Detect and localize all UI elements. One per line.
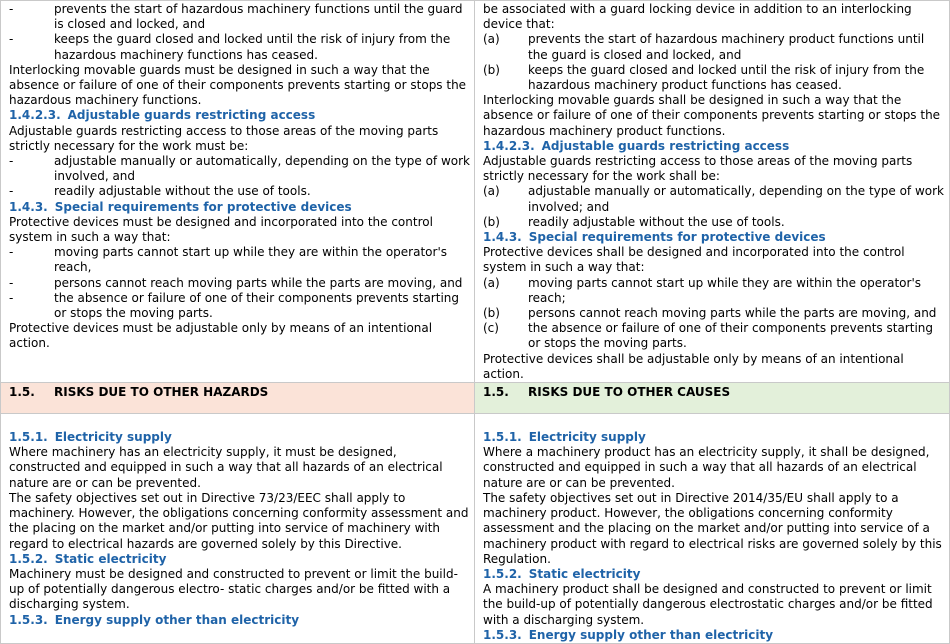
section-heading (9, 108, 470, 123)
section-heading (483, 230, 945, 245)
list-item-text: adjustable manually or automatically, depending on the type of work involved; and (528, 184, 944, 214)
old-top-content (9, 2, 470, 352)
list-item-text: moving parts cannot start up while they are within the operator's reach; (528, 275, 921, 305)
paragraph: Interlocking movable guards shall be designed in such a way that the absence or failure of one of their components prevents starting or stops the hazardous machinery product functions. (483, 93, 941, 138)
paragraph: be associated with a guard locking device in addition to an interlocking device that: (483, 2, 912, 32)
paragraph: Protective devices shall be designed and incorporated into the control system in such a way that: (483, 245, 905, 275)
heading-number: 1.5.2. (483, 566, 522, 581)
section-heading (483, 567, 945, 582)
list-item (9, 276, 470, 291)
table-row (1, 383, 950, 414)
section-heading (9, 613, 470, 628)
list-item-text: keeps the guard closed and locked until the risk of injury from the hazardous machinery product functions has ceased. (528, 62, 925, 93)
heading-number: 1.4.3. (9, 199, 48, 214)
heading-number: 1.5.3. (483, 627, 522, 642)
section-number: 1.5. (9, 385, 35, 400)
section-heading (9, 200, 470, 215)
list-marker: - (9, 2, 14, 16)
spacer (483, 415, 945, 430)
list-item-text: adjustable manually or automatically, depending on the type of work involved, and (54, 154, 470, 184)
list-item-text: moving parts cannot start up while they are within the operator's reach, (54, 245, 447, 275)
paragraph: Adjustable guards restricting access to those areas of the moving parts strictly necessary for the work shall be: (483, 154, 913, 184)
section-heading (483, 430, 945, 445)
section-title: RISKS DUE TO OTHER CAUSES (528, 385, 731, 400)
heading-title: Energy supply other than electricity (54, 612, 300, 627)
list-marker: (b) (483, 306, 500, 321)
list-item (483, 276, 945, 306)
list-marker: (a) (483, 32, 500, 47)
heading-number: 1.4.2.3. (483, 138, 535, 153)
paragraph: Where machinery has an electricity supply, it must be designed, constructed and equipped in such a way that all hazards of an electrical nature are or can be prevented. (9, 445, 443, 490)
section-heading (9, 430, 470, 445)
new-top-content (483, 2, 945, 382)
paragraph: A machinery product shall be designed and constructed to prevent or limit the build-up of potentially dangerous electrostatic charges and/or be fitted with a discharging system. (483, 582, 933, 627)
paragraph: Where a machinery product has an electricity supply, it shall be designed, constructed and equipped in such a way that all hazards of an electrical nature are or can be prevented. (483, 445, 930, 490)
list-item (483, 184, 945, 214)
list-item (9, 2, 470, 32)
table-row (1, 414, 950, 644)
paragraph: Interlocking movable guards must be designed in such a way that the absence or failure of one of their components prevents starting or stops the hazardous machinery functions. (9, 62, 467, 108)
old-text-cell (1, 1, 475, 383)
paragraph: Machinery must be designed and constructed to prevent or limit the build-up of potentially dangerous electro- static charges and/or be fitted with a discharging system. (9, 566, 458, 612)
heading-number: 1.4.3. (483, 230, 522, 245)
list-item-text: readily adjustable without the use of tools. (54, 184, 311, 199)
new-text-cell (475, 414, 950, 644)
list-marker: - (9, 154, 14, 169)
heading-title: Special requirements for protective devices (528, 230, 826, 245)
list-marker: (c) (483, 321, 499, 336)
heading-title: Static electricity (54, 551, 167, 566)
paragraph: Protective devices shall be adjustable only by means of an intentional action. (483, 351, 904, 381)
list-item-text: readily adjustable without the use of tools. (528, 214, 785, 229)
heading-title: Special requirements for protective devices (54, 199, 352, 214)
spacer (9, 415, 470, 430)
list-marker: - (9, 275, 14, 290)
list-item (9, 32, 470, 62)
list-marker: - (9, 245, 14, 260)
new-section-header (475, 383, 950, 414)
list-item (483, 32, 945, 62)
list-marker: (b) (483, 214, 500, 229)
list-item-text: persons cannot reach moving parts while the parts are moving, and (54, 275, 463, 290)
section-number: 1.5. (483, 385, 509, 400)
list-item-text: keeps the guard closed and locked until the risk of injury from the hazardous machinery functions has ceased. (54, 32, 451, 62)
heading-title: Adjustable guards restricting access (67, 108, 316, 123)
paragraph: Protective devices must be adjustable only by means of an intentional action. (9, 321, 433, 351)
list-marker: (a) (483, 275, 500, 290)
list-item (9, 154, 470, 184)
section-title: RISKS DUE TO OTHER HAZARDS (54, 385, 269, 400)
list-item (9, 184, 470, 199)
list-item (9, 291, 470, 321)
heading-number: 1.5.2. (9, 551, 48, 566)
heading-number: 1.5.3. (9, 612, 48, 627)
heading-title: Static electricity (528, 566, 641, 581)
list-marker: - (9, 32, 14, 47)
new-text-cell (475, 1, 950, 383)
heading-title: Electricity supply (528, 430, 646, 445)
table-row (1, 1, 950, 383)
list-marker: (a) (483, 184, 500, 199)
list-item-text: the absence or failure of one of their components prevents starting or stops the moving parts. (54, 290, 459, 321)
old-section-header (1, 383, 475, 414)
old-bottom-content (9, 415, 470, 628)
list-marker: - (9, 290, 14, 305)
paragraph: Protective devices must be designed and incorporated into the control system in such a way that: (9, 214, 433, 245)
new-bottom-content (483, 415, 945, 643)
section-heading (483, 139, 945, 154)
section-heading (483, 628, 945, 643)
section-heading (9, 552, 470, 567)
list-marker: (b) (483, 62, 500, 77)
heading-number: 1.5.1. (483, 430, 522, 445)
list-item-text: the absence or failure of one of their components prevents starting or stops the moving parts. (528, 321, 933, 351)
old-text-cell (1, 414, 475, 644)
heading-number: 1.4.2.3. (9, 108, 61, 123)
list-item-text: persons cannot reach moving parts while the parts are moving, and (528, 306, 937, 321)
list-item-text: prevents the start of hazardous machinery product functions until the guard is closed and locked, and (528, 32, 925, 62)
heading-title: Energy supply other than electricity (528, 627, 774, 642)
heading-title: Adjustable guards restricting access (541, 138, 790, 153)
paragraph: Adjustable guards restricting access to those areas of the moving parts strictly necessary for the work must be: (9, 123, 439, 153)
list-marker: - (9, 184, 14, 199)
heading-title: Electricity supply (54, 430, 172, 445)
list-item-text: prevents the start of hazardous machinery functions until the guard is closed and locked, and (54, 2, 463, 32)
paragraph: The safety objectives set out in Directive 73/23/EEC shall apply to machinery. However, the obligations concerning conformity assessment and the placing on the market and/or putting into service of machinery with regard to electrical hazards are governed solely by this Directive. (9, 490, 469, 551)
list-item (483, 215, 945, 230)
list-item (483, 63, 945, 93)
list-item (9, 245, 470, 275)
list-item (483, 306, 945, 321)
paragraph: The safety objectives set out in Directive 2014/35/EU shall apply to a machinery product. However, the obligations concerning conformity assessment and the placing on the market and/or putting into service of a machinery product with regard to electrical risks are governed solely by this Regulation. (483, 490, 942, 566)
heading-number: 1.5.1. (9, 430, 48, 445)
list-item (483, 321, 945, 351)
